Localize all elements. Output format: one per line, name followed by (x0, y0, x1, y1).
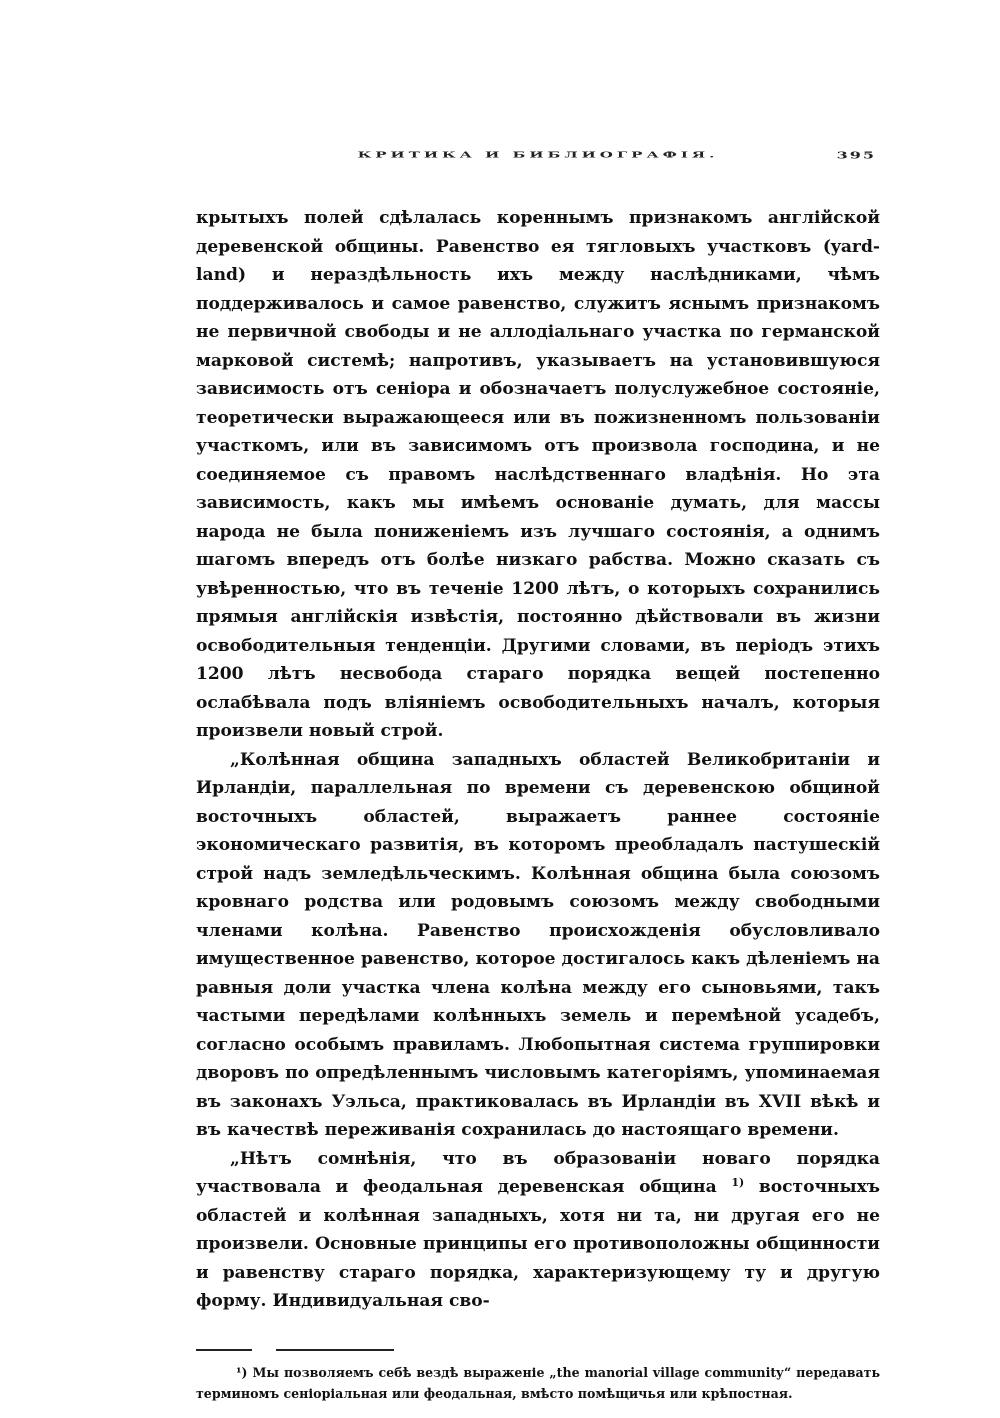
footnote (196, 1362, 880, 1404)
footnote-body: Мы позволяемъ себѣ вездѣ выраженіе „the manorial village community“ передавать терминомъ сеніоріальная или феодальная, вмѣсто помѣщичья или крѣпостная. (196, 1364, 880, 1401)
footnote-marker: ¹) (236, 1364, 248, 1380)
footnote-separator (196, 1342, 880, 1356)
paragraph-3 (196, 1145, 880, 1316)
main-text (196, 204, 880, 1316)
footnote-separator-long (276, 1349, 394, 1351)
running-title: КРИТИКА И БИБЛИОГРАФІЯ. (357, 150, 719, 160)
footnote-separator-short (196, 1349, 252, 1351)
running-header (196, 150, 880, 174)
paragraph-1: крытыхъ полей сдѣлалась кореннымъ признакомъ англійской деревенской общины. Равенство ея тягловыхъ участковъ (yard-land) и нераздѣльность ихъ между наслѣдниками, чѣмъ поддерживалось и самое равенство, служитъ яснымъ признакомъ не первичной свободы и не аллодіальнаго участка по германской марковой системѣ; напротивъ, указываетъ на установившуюся зависимость отъ сеніора и обозначаетъ полуслужебное состояніе, теоретически выражающееся или въ пожизненномъ пользованіи участкомъ, или въ зависимомъ отъ произвола господина, и не соединяемое съ правомъ наслѣдственнаго владѣнія. Но эта зависимость, какъ мы имѣемъ основаніе думать, для массы народа не была пониженіемъ изъ лучшаго состоянія, а однимъ шагомъ впередъ отъ болѣе низкаго рабства. Можно сказать съ увѣренностью, что въ теченіе 1200 лѣтъ, о которыхъ сохранились прямыя англійскія извѣстія, постоянно дѣйствовали въ жизни освободительныя тенденціи. Другими словами, въ періодъ этихъ 1200 лѣтъ несвобода стараго порядка вещей постепенно ослабѣвала подъ вліяніемъ освободительныхъ началъ, которыя произвели новый строй. (196, 208, 880, 741)
footnote-text (196, 1362, 880, 1404)
paragraph-3-part-2: восточныхъ областей и колѣнная западныхъ, хотя ни та, ни другая его не произвели. Основные принципы его противоположны общинности и равенству стараго порядка, характеризующему ту и другую форму. Индивидуальная сво- (196, 1177, 880, 1311)
paragraph-2: „Колѣнная община западныхъ областей Великобританіи и Ирландіи, параллельная по времени съ деревенскою общиной восточныхъ областей, выражаетъ раннее состояніе экономическаго развитія, въ которомъ преобладалъ пастушескій строй надъ земледѣльческимъ. Колѣнная община была союзомъ кровнаго родства или родовымъ союзомъ между свободными членами колѣна. Равенство происхожденія обусловливало имущественное равенство, которое достигалось какъ дѣленіемъ на равныя доли участка члена колѣна между его сыновьями, такъ частыми передѣлами колѣнныхъ земель и перемѣной усадебъ, согласно особымъ правиламъ. Любопытная система группировки дворовъ по опредѣленнымъ числовымъ категоріямъ, упоминаемая въ законахъ Уэльса, практиковалась въ Ирландіи въ XVII вѣкѣ и въ качествѣ переживанія сохранилась до настоящаго времени. (196, 749, 880, 1140)
paragraph-3-part-1: „Нѣтъ сомнѣнія, что въ образованіи новаго порядка участвовала и феодальная деревенская община (196, 1148, 880, 1197)
book-page (196, 150, 880, 1404)
footnote-reference: 1) (731, 1176, 745, 1189)
page-number: 395 (836, 150, 876, 161)
